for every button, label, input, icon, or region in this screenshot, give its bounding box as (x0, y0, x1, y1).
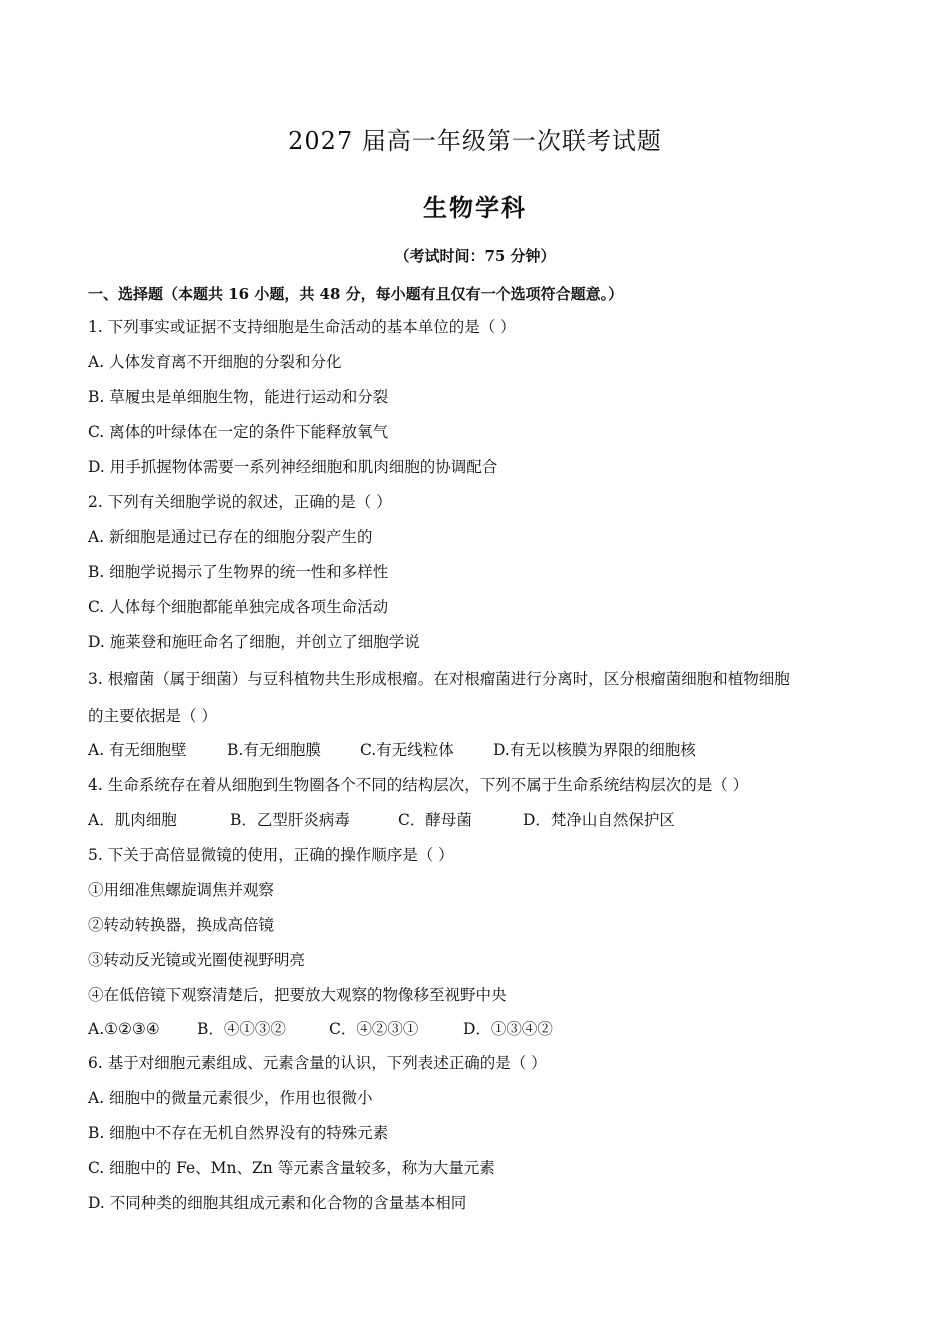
question-4-stem: 4. 生命系统存在着从细胞到生物圈各个不同的结构层次，下列不属于生命系统结构层次的是（ ） (88, 776, 749, 794)
question-2-option-d: D. 施莱登和施旺命名了细胞，并创立了细胞学说 (88, 633, 420, 651)
question-5-step-3: ③转动反光镜或光圈使视野明亮 (88, 951, 306, 969)
question-1-option-a: A. 人体发育离不开细胞的分裂和分化 (88, 353, 342, 371)
question-3-stem-line2: 的主要依据是（ ） (88, 707, 217, 725)
question-2-stem: 2. 下列有关细胞学说的叙述，正确的是（ ） (88, 493, 392, 511)
question-5-step-2: ②转动转换器，换成高倍镜 (88, 916, 275, 934)
question-4-option-d: D．梵净山自然保护区 (523, 811, 675, 829)
question-1-stem: 1. 下列事实或证据不支持细胞是生命活动的基本单位的是（ ） (88, 318, 516, 336)
question-5-stem: 5. 下关于高倍显微镜的使用，正确的操作顺序是（ ） (88, 846, 454, 864)
question-5-option-c: C．④②③① (329, 1020, 419, 1038)
question-6-option-d: D. 不同种类的细胞其组成元素和化合物的含量基本相同 (88, 1194, 467, 1212)
question-2-option-b: B. 细胞学说揭示了生物界的统一性和多样性 (88, 563, 389, 581)
question-5-option-a: A.①②③④ (88, 1020, 160, 1038)
question-3-option-b: B.有无细胞膜 (227, 741, 321, 759)
question-3-stem-line1: 3. 根瘤菌（属于细菌）与豆科植物共生形成根瘤。在对根瘤菌进行分离时，区分根瘤菌细胞和植物细胞 (88, 670, 790, 688)
question-5-step-1: ①用细准焦螺旋调焦并观察 (88, 881, 275, 899)
question-1-option-b: B. 草履虫是单细胞生物，能进行运动和分裂 (88, 388, 389, 406)
exam-time: （考试时间：75 分钟） (394, 247, 556, 265)
question-2-option-c: C. 人体每个细胞都能单独完成各项生命活动 (88, 598, 389, 616)
question-6-option-c: C. 细胞中的 Fe、Mn、Zn 等元素含量较多，称为大量元素 (88, 1159, 495, 1177)
question-4-option-b: B．乙型肝炎病毒 (230, 811, 350, 829)
question-4-option-c: C．酵母菌 (398, 811, 472, 829)
question-3-option-a: A. 有无细胞壁 (88, 741, 187, 759)
question-6-stem: 6. 基于对细胞元素组成、元素含量的认识，下列表述正确的是（ ） (88, 1054, 547, 1072)
exam-title: 2027 届高一年级第一次联考试题 (288, 127, 662, 155)
question-2-option-a: A. 新细胞是通过已存在的细胞分裂产生的 (88, 528, 373, 546)
question-1-option-c: C. 离体的叶绿体在一定的条件下能释放氧气 (88, 423, 389, 441)
question-6-option-b: B. 细胞中不存在无机自然界没有的特殊元素 (88, 1124, 389, 1142)
question-5-step-4: ④在低倍镜下观察清楚后，把要放大观察的物像移至视野中央 (88, 986, 507, 1004)
question-4-option-a: A．肌肉细胞 (88, 811, 177, 829)
question-3-option-c: C.有无线粒体 (360, 741, 454, 759)
question-3-option-d: D.有无以核膜为界限的细胞核 (493, 741, 696, 759)
question-1-option-d: D. 用手抓握物体需要一系列神经细胞和肌肉细胞的协调配合 (88, 458, 498, 476)
question-6-option-a: A. 细胞中的微量元素很少，作用也很微小 (88, 1089, 373, 1107)
section-heading: 一、选择题（本题共 16 小题，共 48 分，每小题有且仅有一个选项符合题意。） (88, 285, 624, 303)
question-5-option-b: B．④①③② (197, 1020, 286, 1038)
question-5-option-d: D．①③④② (463, 1020, 553, 1038)
subject-title: 生物学科 (423, 193, 527, 222)
